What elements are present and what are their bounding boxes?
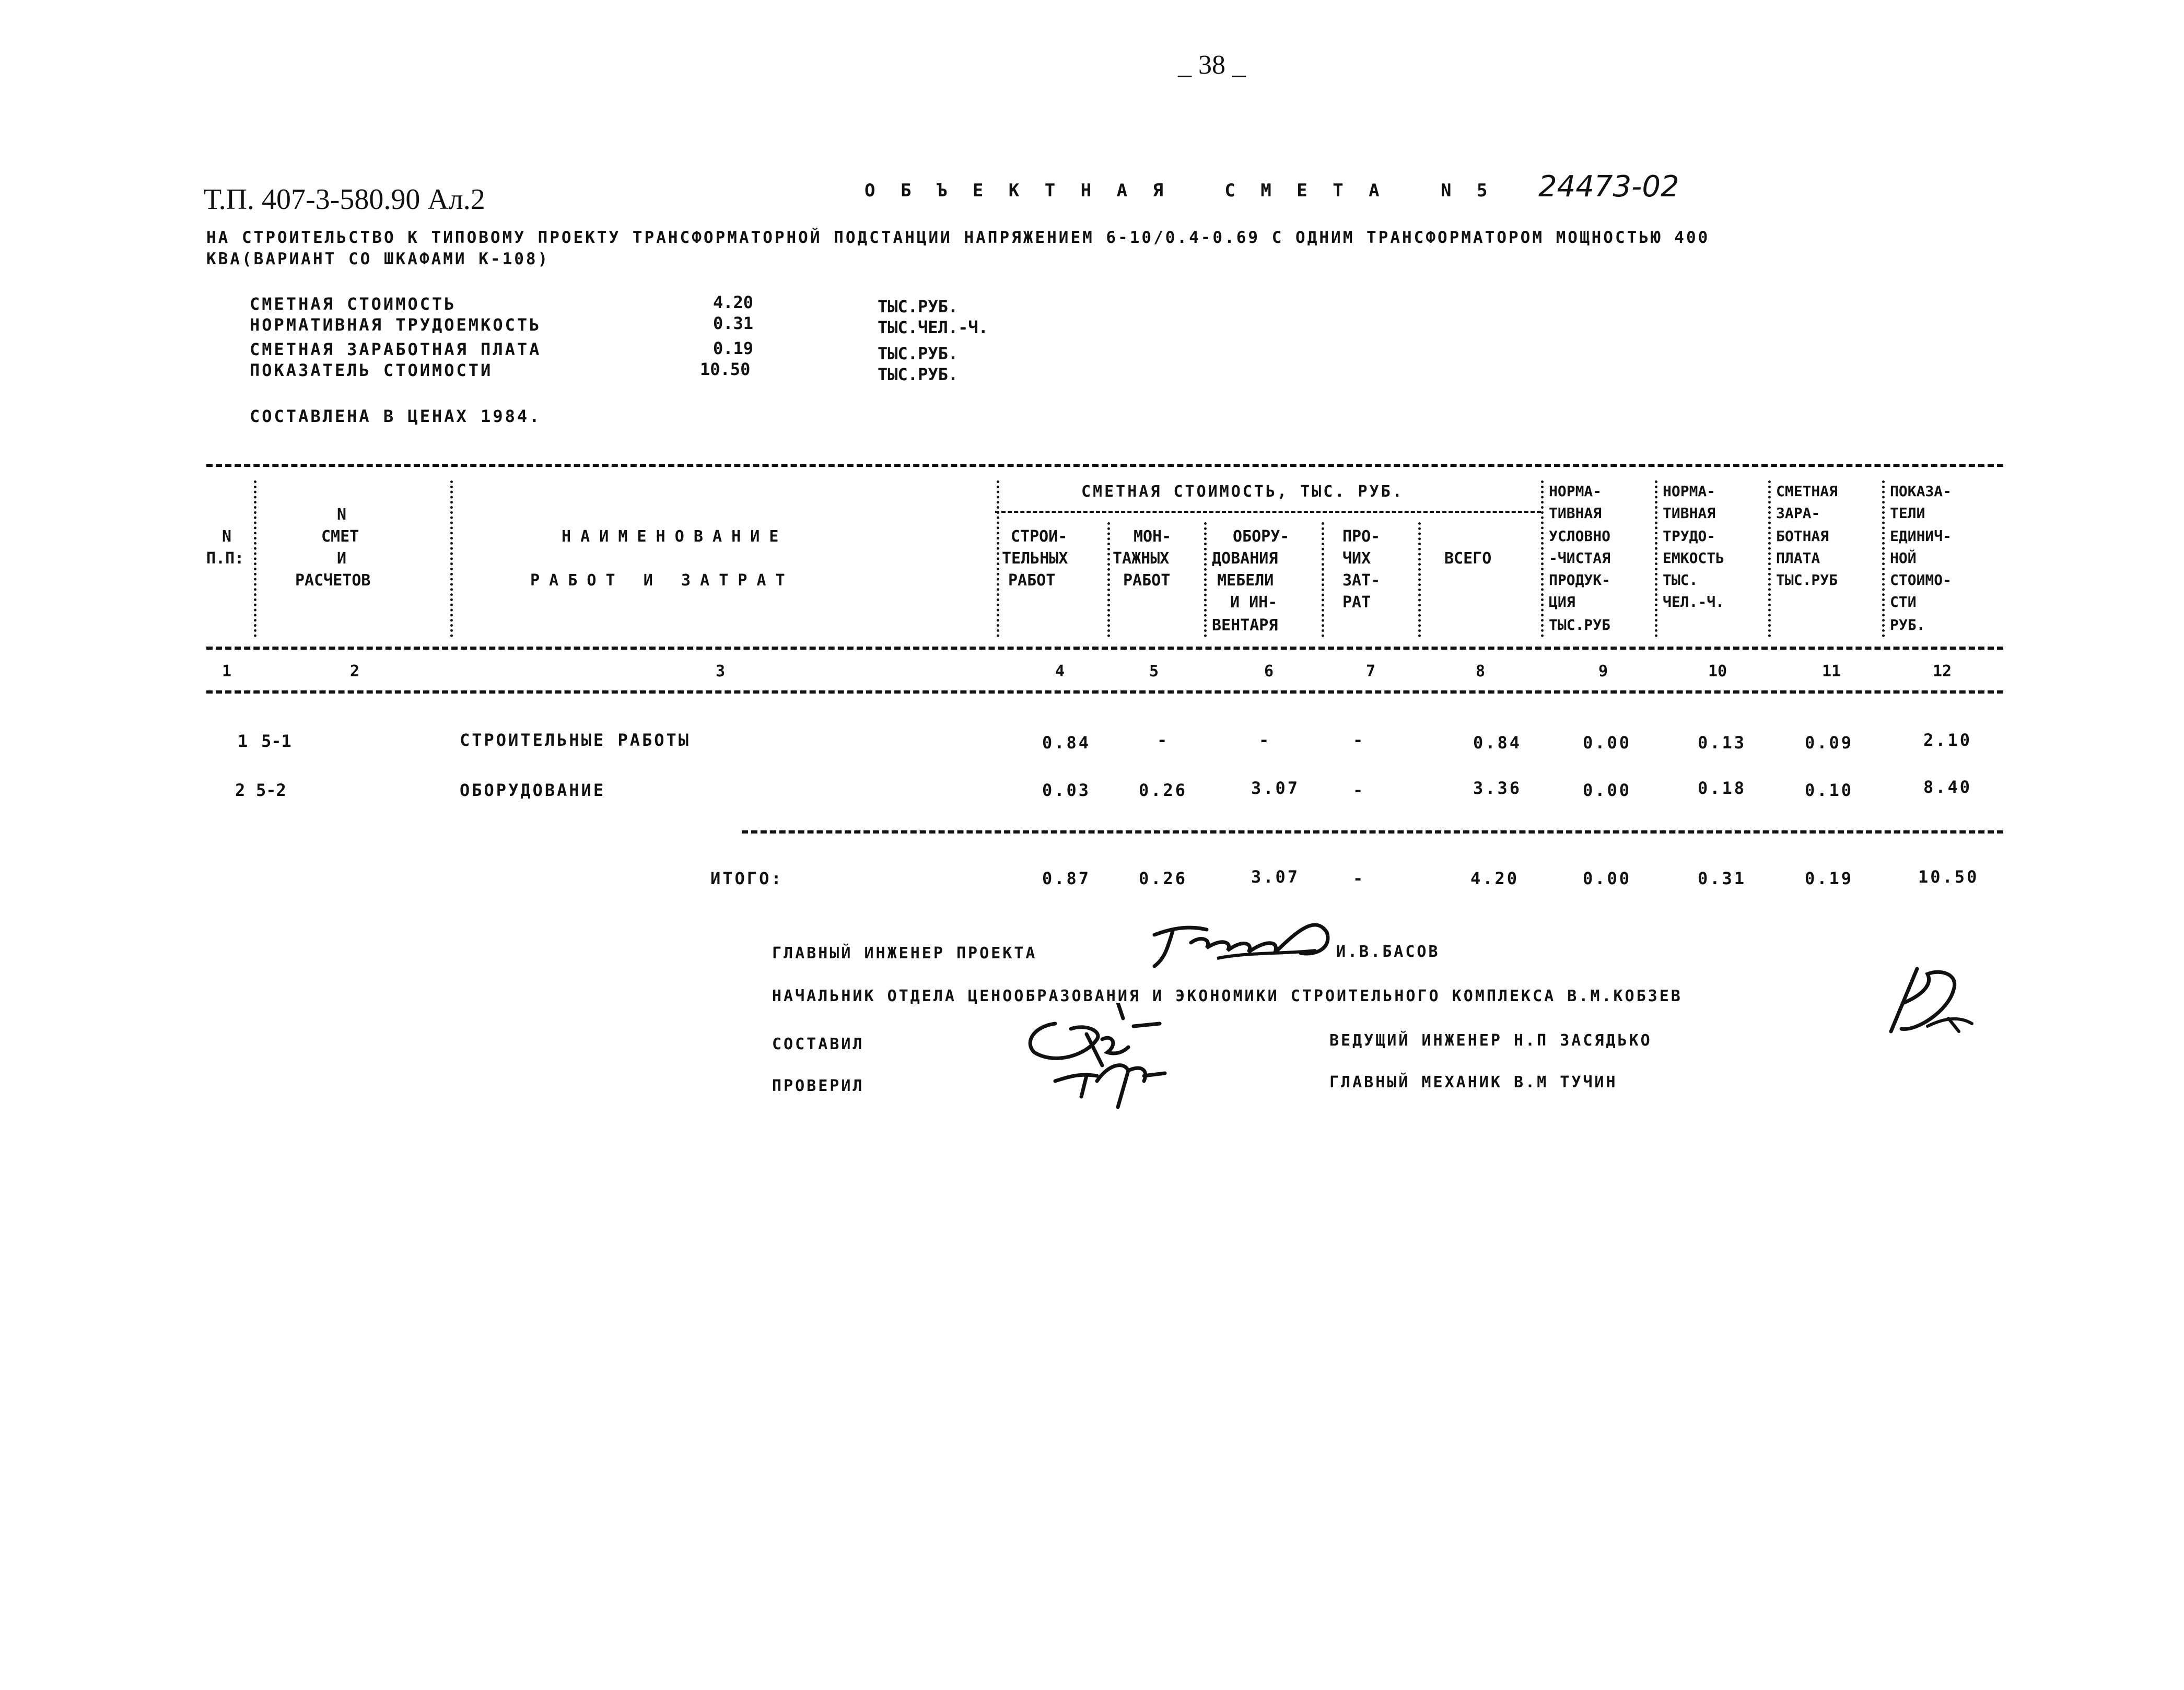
summary-unit: ТЫС.РУБ.	[878, 297, 959, 316]
summary-unit: ТЫС.РУБ.	[878, 344, 959, 363]
subtotal-rule	[742, 830, 2003, 834]
header-col12: ТЕЛИ	[1890, 504, 1925, 522]
estimate-number: 24473-02	[1538, 170, 1679, 204]
header-col4: РАБОТ	[1008, 571, 1056, 590]
subtitle-line-2: КВА(ВАРИАНТ СО ШКАФАМИ К-108)	[206, 250, 550, 268]
cell-c9: 0.00	[1583, 780, 1632, 800]
cell-c11: 0.10	[1805, 780, 1854, 800]
header-col11: СМЕТНАЯ	[1776, 483, 1838, 500]
compiled-label: СОСТАВИЛ	[772, 1035, 865, 1053]
header-col2: СМЕТ	[321, 527, 359, 546]
column-separator	[1882, 480, 1885, 637]
column-number: 6	[1264, 662, 1274, 680]
cell-c11: 0.09	[1805, 733, 1854, 753]
cell-ref: 5-2	[256, 780, 286, 800]
header-col5: ТАЖНЫХ	[1113, 549, 1170, 568]
summary-label: СМЕТНАЯ ЗАРАБОТНАЯ ПЛАТА	[250, 339, 542, 359]
cell-ref: 5-1	[261, 731, 291, 751]
cell-c6: 3.07	[1251, 778, 1300, 798]
cell-n: 2	[235, 780, 246, 800]
total-c5: 0.26	[1139, 869, 1188, 888]
column-separator	[254, 480, 256, 637]
cell-c12: 2.10	[1923, 730, 1972, 750]
cell-c7: -	[1353, 730, 1363, 750]
header-col9: НОРМА-	[1549, 483, 1602, 500]
column-number: 3	[716, 662, 726, 680]
header-col9: ЦИЯ	[1549, 593, 1575, 611]
cell-c9: 0.00	[1583, 733, 1632, 753]
total-c7: -	[1353, 869, 1363, 888]
column-separator	[1768, 480, 1771, 637]
cell-c10: 0.18	[1698, 778, 1747, 798]
compiled-by: ВЕДУЩИЙ ИНЖЕНЕР Н.П ЗАСЯДЬКО	[1329, 1031, 1652, 1050]
header-col10: ТЫС.	[1663, 571, 1698, 589]
cell-name: ОБОРУДОВАНИЕ	[460, 780, 606, 800]
doc-code: Т.П. 407-3-580.90 Ал.2	[204, 183, 485, 216]
column-separator	[1655, 480, 1657, 637]
header-col11: ТЫС.РУБ	[1776, 571, 1838, 589]
column-number: 2	[350, 662, 360, 680]
header-col7: РАТ	[1342, 593, 1371, 612]
header-col7: ЧИХ	[1342, 549, 1371, 568]
summary-label: СМЕТНАЯ СТОИМОСТЬ	[250, 294, 457, 314]
header-col4: ТЕЛЬНЫХ	[1002, 549, 1068, 568]
prices-note: СОСТАВЛЕНА В ЦЕНАХ 1984.	[250, 406, 542, 426]
column-number: 8	[1476, 662, 1486, 680]
column-separator	[1322, 522, 1324, 637]
header-col10: ЧЕЛ.-Ч.	[1663, 593, 1725, 611]
cell-c8: 3.36	[1473, 778, 1522, 798]
total-c11: 0.19	[1805, 869, 1854, 888]
total-c9: 0.00	[1583, 869, 1632, 888]
total-c4: 0.87	[1042, 869, 1091, 888]
column-separator	[1204, 522, 1207, 637]
column-separator	[1541, 480, 1544, 637]
header-col6: ДОВАНИЯ	[1212, 549, 1278, 568]
cell-c8: 0.84	[1473, 733, 1522, 753]
column-separator	[450, 480, 453, 637]
table-top-rule	[206, 464, 2003, 467]
header-col5: МОН-	[1134, 527, 1172, 546]
header-col12: ЕДИНИЧ-	[1890, 527, 1952, 545]
chief-engineer-name: И.В.БАСОВ	[1336, 943, 1440, 961]
column-separator	[997, 480, 999, 637]
signature-department-head	[1854, 953, 1980, 1047]
total-c6: 3.07	[1251, 867, 1300, 887]
summary-value: 10.50	[700, 359, 751, 379]
colnum-bottom-rule	[206, 690, 2003, 694]
header-col12: ПОКАЗА-	[1890, 483, 1952, 500]
summary-label: НОРМАТИВНАЯ ТРУДОЕМКОСТЬ	[250, 315, 542, 335]
page-number: _ 38 _	[1178, 50, 1246, 80]
cell-c4: 0.03	[1042, 780, 1091, 800]
cell-c5: -	[1157, 730, 1167, 750]
header-col2: И	[337, 549, 347, 568]
cell-c4: 0.84	[1042, 733, 1091, 753]
header-col9: ТИВНАЯ	[1549, 504, 1602, 522]
header-col10: НОРМА-	[1663, 483, 1716, 500]
cell-c10: 0.13	[1698, 733, 1747, 753]
group-header-rule	[995, 511, 1541, 513]
signature-chief-engineer	[1144, 906, 1353, 974]
summary-unit: ТЫС.ЧЕЛ.-Ч.	[878, 318, 988, 337]
summary-value: 0.19	[713, 338, 754, 358]
header-col7: ЗАТ-	[1342, 571, 1381, 590]
cell-c7: -	[1353, 780, 1363, 800]
document-title: О Б Ъ Е К Т Н А Я С М Е Т А N 5	[865, 180, 1495, 201]
total-c8: 4.20	[1470, 869, 1520, 888]
header-col6: МЕБЕЛИ	[1217, 571, 1274, 590]
header-col4: СТРОИ-	[1011, 527, 1068, 546]
header-group-title: СМЕТНАЯ СТОИМОСТЬ, ТЫС. РУБ.	[1081, 483, 1404, 501]
header-col9: ПРОДУК-	[1549, 571, 1611, 589]
column-number: 9	[1598, 662, 1608, 680]
header-col5: РАБОТ	[1123, 571, 1171, 590]
header-col12: СТОИМО-	[1890, 571, 1952, 589]
header-col1: П.П:	[206, 549, 244, 568]
column-number: 7	[1366, 662, 1376, 680]
header-col3: Р А Б О Т И З А Т Р А Т	[530, 571, 785, 590]
summary-value: 0.31	[713, 313, 754, 333]
header-col12: НОЙ	[1890, 549, 1917, 567]
header-col9: ТЫС.РУБ	[1549, 616, 1611, 633]
column-separator	[1107, 522, 1110, 637]
signature-compiler	[1024, 1003, 1196, 1128]
total-label: ИТОГО:	[710, 869, 784, 888]
summary-label: ПОКАЗАТЕЛЬ СТОИМОСТИ	[250, 360, 493, 380]
checked-by: ГЛАВНЫЙ МЕХАНИК В.М ТУЧИН	[1329, 1073, 1618, 1092]
header-col6: И ИН-	[1230, 593, 1278, 612]
summary-unit: ТЫС.РУБ.	[878, 365, 959, 384]
column-number: 5	[1149, 662, 1159, 680]
header-col6: ВЕНТАРЯ	[1212, 616, 1278, 635]
header-col8: ВСЕГО	[1444, 549, 1492, 568]
cell-c12: 8.40	[1923, 777, 1972, 797]
header-col11: ЗАРА-	[1776, 504, 1820, 522]
column-number: 10	[1708, 662, 1727, 680]
summary-value: 4.20	[713, 292, 754, 312]
header-col3: Н А И М Е Н О В А Н И Е	[562, 527, 779, 546]
header-bottom-rule	[206, 647, 2003, 650]
cell-name: СТРОИТЕЛЬНЫЕ РАБОТЫ	[460, 730, 691, 750]
header-col10: ТРУДО-	[1663, 527, 1716, 545]
total-c10: 0.31	[1698, 869, 1747, 888]
column-number: 11	[1822, 662, 1841, 680]
header-col7: ПРО-	[1342, 527, 1381, 546]
header-col10: ЕМКОСТЬ	[1663, 549, 1725, 567]
header-col11: ПЛАТА	[1776, 549, 1820, 567]
header-col6: ОБОРУ-	[1233, 527, 1290, 546]
subtitle-line-1: НА СТРОИТЕЛЬСТВО К ТИПОВОМУ ПРОЕКТУ ТРАНСФОРМАТОРНОЙ ПОДСТАНЦИИ НАПРЯЖЕНИЕМ 6-10/0.4-0.69 С ОДНИМ ТРАНСФОРМАТОРОМ МОЩНОСТЬЮ 400	[206, 228, 1710, 247]
header-col12: РУБ.	[1890, 616, 1925, 633]
total-c12: 10.50	[1918, 867, 1979, 887]
header-col11: БОТНАЯ	[1776, 527, 1829, 545]
chief-engineer-label: ГЛАВНЫЙ ИНЖЕНЕР ПРОЕКТА	[772, 944, 1037, 963]
header-col1: N	[222, 527, 232, 546]
header-col2: РАСЧЕТОВ	[295, 571, 371, 590]
cell-n: 1	[238, 731, 248, 751]
header-col9: УСЛОВНО	[1549, 527, 1611, 545]
column-number: 1	[222, 662, 232, 680]
cell-c5: 0.26	[1139, 780, 1188, 800]
header-col2: N	[337, 506, 347, 524]
department-head-line: НАЧАЛЬНИК ОТДЕЛА ЦЕНООБРАЗОВАНИЯ И ЭКОНОМИКИ СТРОИТЕЛЬНОГО КОМПЛЕКСА В.М.КОБЗЕВ	[772, 987, 1683, 1005]
header-col9: -ЧИСТАЯ	[1549, 549, 1611, 567]
column-separator	[1418, 522, 1421, 637]
column-number: 4	[1055, 662, 1065, 680]
header-col10: ТИВНАЯ	[1663, 504, 1716, 522]
column-number: 12	[1933, 662, 1952, 680]
cell-c6: -	[1259, 730, 1269, 750]
checked-label: ПРОВЕРИЛ	[772, 1077, 865, 1095]
header-col12: СТИ	[1890, 593, 1917, 611]
